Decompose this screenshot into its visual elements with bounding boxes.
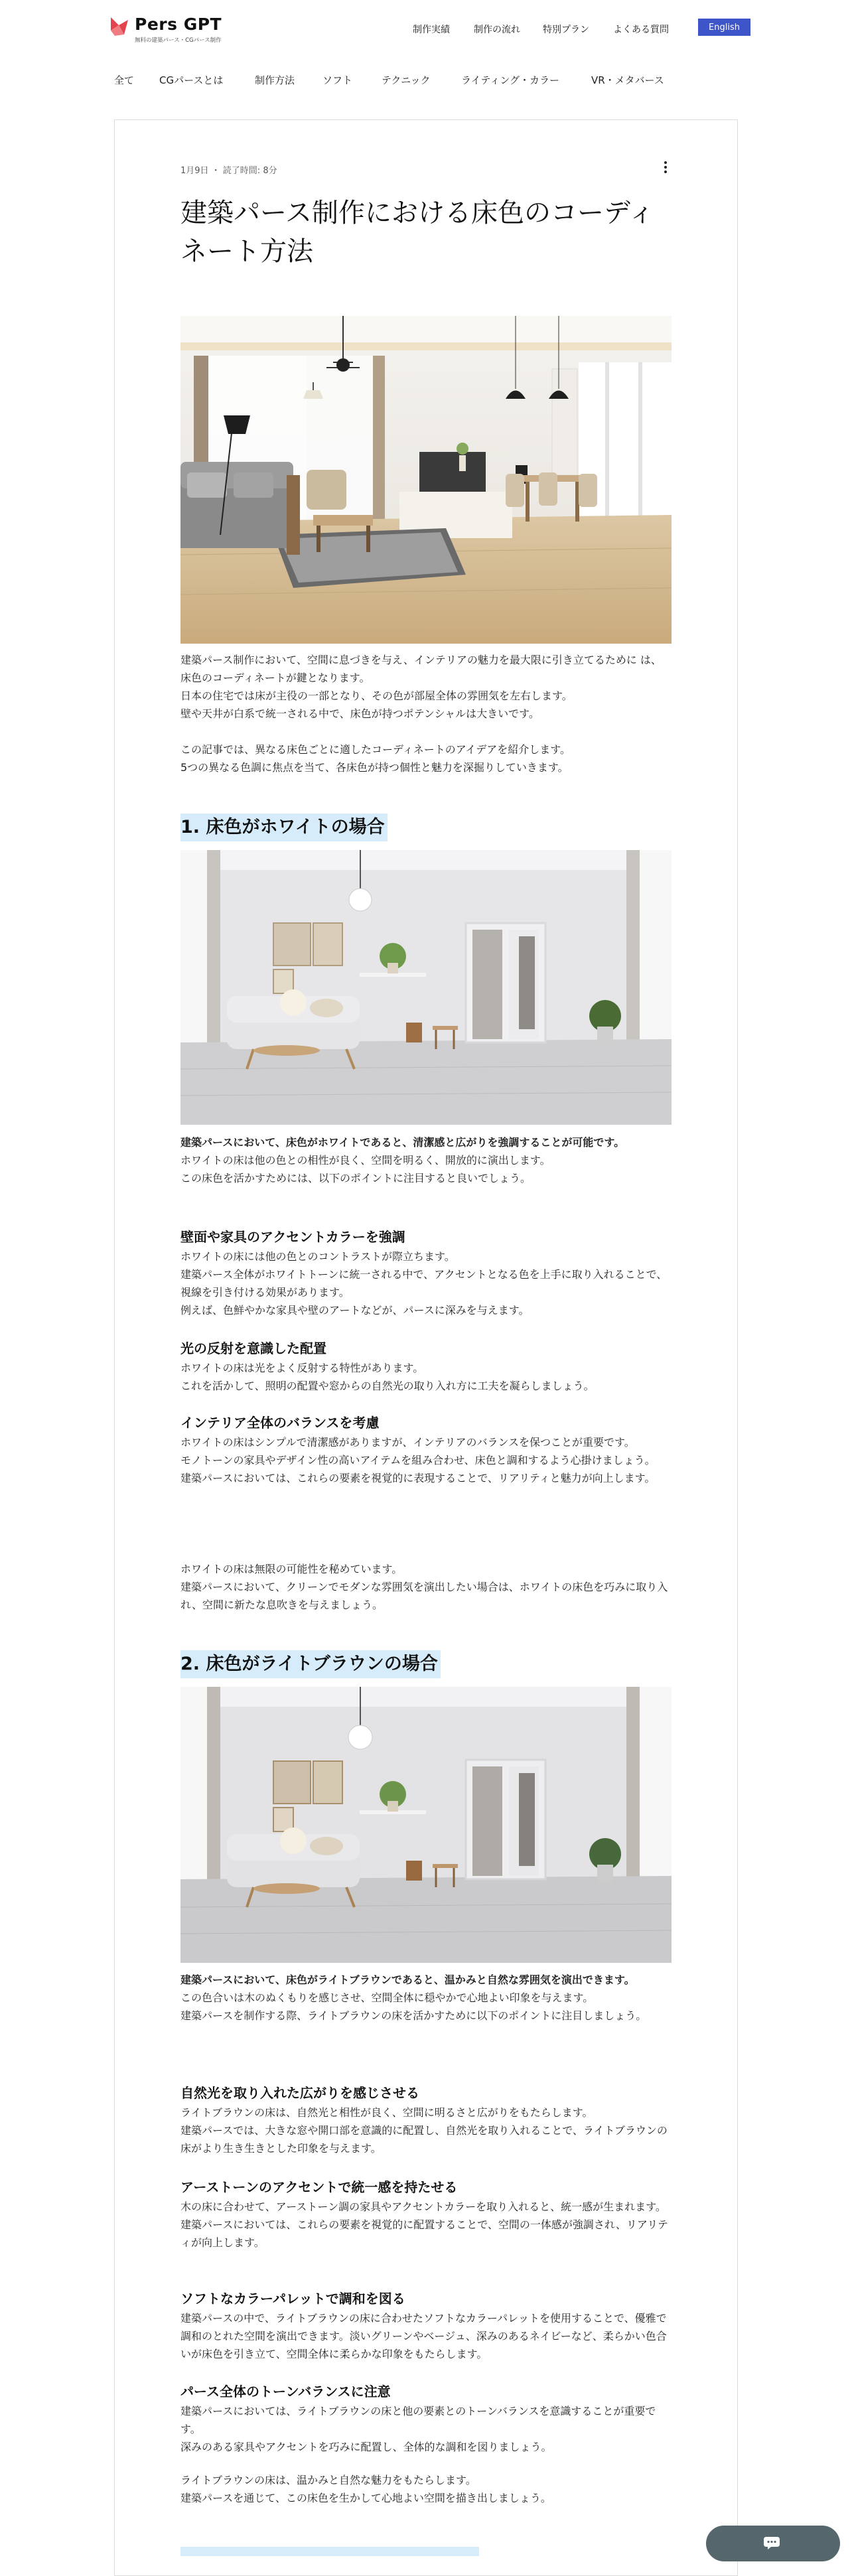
logo-tagline: 無料の建築パース・CGパース制作: [135, 37, 222, 44]
category-lighting-color[interactable]: ライティング・カラー: [461, 74, 560, 86]
section1-sub1-title: 壁面や家具のアクセントカラーを強調: [180, 1229, 405, 1245]
section2-sub1-body: ライトブラウンの床は、自然光と相性が良く、空間に明るさと広がりをもたらします。 建築パースでは、大きな窓や開口部を意識的に配置し、自然光を取り入れることで、ライトブラウンの床がより生き生きとした印象を与えます。: [180, 2106, 668, 2155]
category-software[interactable]: ソフト: [322, 74, 353, 86]
language-switch-button[interactable]: English: [698, 19, 750, 36]
category-nav: [0, 73, 852, 89]
site-header: [0, 0, 852, 133]
section1-lead: 建築パースにおいて、床色がホワイトであると、清潔感と広がりを強調することが可能です。 ホワイトの床は他の色との相性が良く、空間を明るく、開放的に演出します。 この床色を活かすためには、以下のポイントに注目すると良いでしょう。: [180, 1136, 625, 1184]
nav-item-flow[interactable]: 制作の流れ: [474, 25, 520, 35]
section1-sub3-body: ホワイトの床はシンプルで清潔感がありますが、インテリアのバランスを保つことが重要です。 モノトーンの家具やデザイン性の高いアイテムを組み合わせ、床色と調和するよう心掛けましょう。 建築パースにおいては、これらの要素を視覚的に表現することで、リアリティと魅力が向上します。: [180, 1436, 656, 1484]
section1-sub2-body: ホワイトの床は光をよく反射する特性があります。 これを活かして、照明の配置や窓からの自然光の取り入れ方に工夫を凝らしましょう。: [180, 1362, 595, 1392]
section1-sub2-title: 光の反射を意識した配置: [180, 1340, 326, 1356]
post-title: 建築パース制作における床色のコーディ ネート方法: [180, 198, 655, 267]
nav-item-faq[interactable]: よくある質問: [613, 25, 669, 35]
category-technique[interactable]: テクニック: [382, 74, 431, 86]
section2-sub3-title: ソフトなカラーパレットで調和を図る: [180, 2291, 405, 2307]
hero-living-room-image: [180, 316, 672, 644]
chat-icon: [764, 2536, 782, 2551]
section1-closing: ホワイトの床は無限の可能性を秘めています。 建築パースにおいて、クリーンでモダンな雰囲気を演出したい場合は、ホワイトの床色を巧みに取り入れ、空間に新たな息吹きを与えましょう。: [180, 1563, 668, 1611]
post-meta: 1月9日 ・ 読了時間: 8分: [180, 166, 277, 176]
nav-item-special-plan[interactable]: 特別プラン: [543, 25, 589, 35]
section2-sub2-body: 木の床に合わせて、アーストーン調の家具やアクセントカラーを取り入れると、統一感が生まれます。 建築パースにおいては、これらの要素を視覚的に配置することで、空間の一体感が強調され、リアリティが向上します。: [180, 2200, 668, 2249]
section2-sub3-body: 建築パースの中で、ライトブラウンの床に合わせたソフトなカラーパレットを使用することで、優雅で調和のとれた空間を演出できます。淡いグリーンやベージュ、深みのあるネイビーなど、柔らかい色合いが床色を引き立て、空間全体に柔らかな印象をもたらします。: [180, 2312, 667, 2360]
section2-sub2-title: アーストーンのアクセントで統一感を持たせる: [180, 2179, 458, 2195]
section-heading-next-partial: [180, 2547, 479, 2556]
section2-sub4-title: パース全体のトーンバランスに注意: [180, 2384, 391, 2399]
category-method[interactable]: 制作方法: [255, 74, 295, 86]
white-floor-room-image: [180, 850, 672, 1125]
intro-text: 建築パース制作において、空間に息づきを与え、インテリアの魅力を最大限に引き立てるために は、床色のコーディネートが鍵となります。 日本の住宅では床が主役の一部となり、その色が部屋全体の雰囲気を左右します。 壁や天井が白系で統一される中で、床色が持つポテンシャルは大きいです。 この記事では、異なる床色ごとに適したコーディネートのアイデアを紹介します。 5つの異なる色調に焦点を当て、各床色が持つ個性と魅力を深掘りしていきます。: [180, 654, 662, 774]
more-options-icon[interactable]: [661, 159, 670, 175]
section1-sub3-title: インテリア全体のバランスを考慮: [180, 1415, 380, 1431]
section2-lead: 建築パースにおいて、床色がライトブラウンであると、温かみと自然な雰囲気を演出できます。 この色合いは木のぬくもりを感じさせ、空間全体に穏やかで心地よい印象を与えます。 建築パースを制作する際、ライトブラウンの床を活かすために以下のポイントに注目しましょう。: [180, 1973, 647, 2022]
category-cg-pers[interactable]: CGパースとは: [159, 74, 224, 86]
category-all[interactable]: 全て: [114, 74, 135, 86]
section2-sub4-body: 建築パースにおいては、ライトブラウンの床と他の要素とのトーンバランスを意識することが重要です。 深みのある家具やアクセントを巧みに配置し、全体的な調和を図りましょう。: [180, 2405, 656, 2453]
category-vr-metaverse[interactable]: VR・メタバース: [591, 74, 664, 86]
section2-closing: ライトブラウンの床は、温かみと自然な魅力をもたらします。 建築パースを通じて、この床色を生かして心地よい空間を描き出しましょう。: [180, 2474, 551, 2504]
light-brown-floor-room-image: [180, 1687, 672, 1963]
section-heading-white: 1. 床色がホワイトの場合: [180, 814, 388, 841]
section2-sub1-title: 自然光を取り入れた広がりを感じさせる: [180, 2085, 419, 2101]
section-heading-light-brown: 2. 床色がライトブラウンの場合: [180, 1650, 441, 1678]
section1-sub1-body: ホワイトの床には他の色とのコントラストが際立ちます。 建築パース全体がホワイトトーンに統一される中で、アクセントとなる色を上手に取り入れることで、視線を引き付ける効果があります。 例えば、色鮮やかな家具や壁のアートなどが、パースに深みを与えます。: [180, 1250, 668, 1317]
logo-name: Pers GPT: [135, 15, 222, 34]
nav-item-works[interactable]: 制作実績: [413, 25, 450, 35]
